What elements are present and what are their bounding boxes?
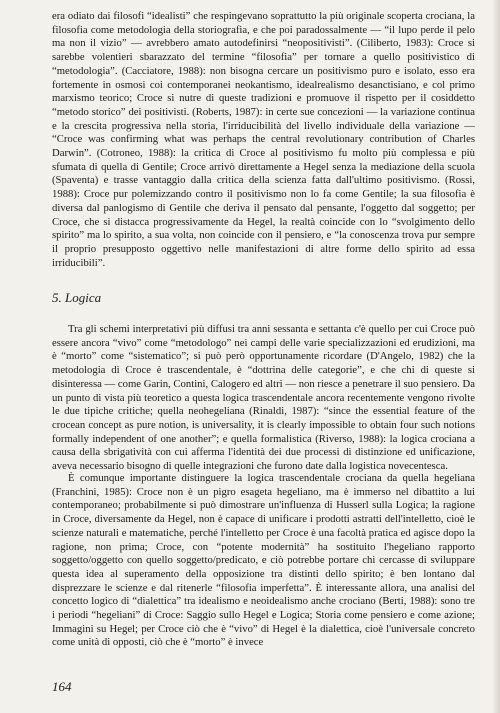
- page-number: 164: [52, 679, 72, 694]
- page-edge-shadow: [492, 0, 500, 713]
- body-paragraph-1: era odiato dai filosofi “idealisti” che respingevano soprattutto la più originale scoperta crociana, la filosofia come metodologia della storiografia, e che poi paradossalmente — “il lupo perde il pelo ma non il vizio” — avrebbero amato autodefinirsi “neopositivisti”. (Ciliberto, 1983): Croce si sarebbe volentieri sbarazzato del termine “filosofia” per tornare a quello positivistico di “metodologia”. (Cacciatore, 1988): non bisogna cercare un positivismo puro e isolato, esso era fortemente in osmosi coi contemporanei neokantismo, idealrealismo desanctisiano, e col primo marxismo teorico; Croce si nutre di queste tradizioni e promuove il rispetto per il cosiddetto “metodo storico” dei positivisti. (Roberts, 1987): in certe sue concezioni — la variazione continua e la crescita progressiva nella storia, l'irriducibilità del livello individuale della variazione — “Croce was confirming what was perhaps the central revolutionary contribution of Charles Darwin”. (Cotroneo, 1988): la critica di Croce al positivismo fu molto più complessa e più sfumata di quella di Gentile; Croce arrivò direttamente a Hegel senza la mediazione della scuola (Spaventa) e trasse vantaggio dalla critica della scienza fatta dall'ultimo positivismo. (Rossi, 1988): Croce pur polemizzando contro il positivismo non lo fa come Gentile; la sua filosofia è diversa dal panlogismo di Gentile che deriva il pensato dal pensante, l'oggetto dal soggetto; per Croce, che si distacca progressivamente da Hegel, la realtà coincide con lo “svolgimento dello spirito” ma lo spirito, a sua volta, non coincide con il pensiero, e “la conoscenza trova pur sempre il proprio presupposto oggettivo nelle manifestazioni di altre forme dello spirito ad essa irriducibili”.: [52, 10, 475, 269]
- body-paragraph-3: È comunque importante distinguere la logica trascendentale crociana da quella hegeliana (Franchini, 1985): Croce non è un pigro esageta hegeliano, ma è immerso nel dibattito a lui contemporaneo; probabilmente si può dimostrare un'influenza di Husserl sulla Logica; la ragione in Croce, diversamente da Hegel, non è capace di unificare i prodotti astratti dell'intelletto, cioè le scienze naturali e matematiche, perché l'intelletto per Croce è una facoltà pratica ed agisce dopo la ragione, non prima; Croce, con “potente modernità” ha sostituito l'hegeliano rapporto soggetto/oggetto con quello soggetto/predicato, e ciò potrebbe portare chi cercasse di sviluppare questa idea al superamento della opposizione tra distinti dello spirito; è ben lontano dal disprezzare le scienze e dal ritenerle “filosofia imperfetta”. È interessante allora, una analisi del concetto logico di “dialettica” tra idealismo e neoidealismo anche crociano (Berti, 1988): sono tre i periodi “hegeliani” di Croce: Saggio sullo Hegel e Logica; Storia come pensiero e come azione; Immagini su Hegel; per Croce ciò che è “vivo” di Hegel è la dialettica, cioè l'universale concreto come unità di opposti, ciò che è “morto” è invece: [52, 472, 475, 649]
- body-paragraph-2: Tra gli schemi interpretativi più diffusi tra anni sessanta e settanta c'è quello per cui Croce può essere ancora “vivo” come “metodologo” nei campi delle varie specializzazioni ed erudizioni, ma è “morto” come “sistematico”; si può però opportunamente ricordare (D'Angelo, 1982) che la metodologia di Croce è trascendentale, è “dottrina delle categorie”, e che chi di queste si disinteressa — come Garin, Contini, Calogero ed altri — non riesce a penetrare il suo pensiero. Da un punto di vista più teoretico a questa logica trascendentale ancora recentemente vengono rivolte le due tipiche critiche; quella neohegeliana (Rinaldi, 1987): “since the essential feature of the crocean concept as pure notion, is universality, it is clearly impossible to obtain four such notions formally independent of one another”; e quella formalistica (Riverso, 1988): la logica crociana a causa della sbrigatività con cui afferma l'identità dei due processi di distinzione ed unificazione, aveva necessario bisogno di quelle integrazioni che furono date dalla logistica novecentesca.: [52, 323, 475, 473]
- section-heading: 5. Logica: [52, 290, 102, 305]
